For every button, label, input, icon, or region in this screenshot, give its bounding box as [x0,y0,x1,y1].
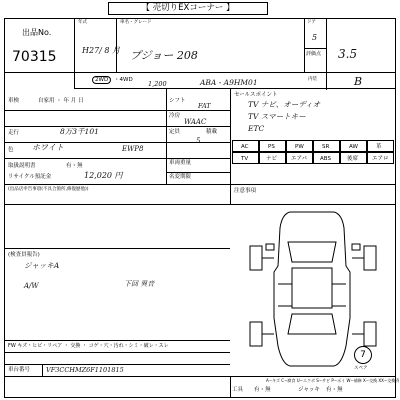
chassis-value: VF3CCHMZ6F1101815 [46,366,124,374]
weight-label: 車両重量 [169,160,192,166]
manual-value: 有・無 [66,163,83,169]
tools-value: 有・無 [254,387,271,393]
mirror-left [266,244,274,250]
exhibit-no-label: 出品No. [22,28,52,37]
drive-2wd: 2WD [92,76,111,84]
jack-value: 有・無 [326,387,343,393]
seats-label: 定員 [169,129,181,135]
manual-label: 取扱説明書 [8,163,36,169]
ac-value: WAAC [184,118,207,126]
tools-label: 工具 [232,387,244,393]
car-windshield [288,242,336,262]
equipment-grid [232,140,394,164]
model-value: ABA - A9HM01 [200,78,258,87]
seats-value: 5 [196,137,201,145]
disclosure-label: (出品店申告事項(不具合箇所,修復歴他)) [8,187,89,192]
chassis-label: 車台番号 [8,367,31,373]
wheel-rear-right [364,322,376,346]
displacement-value: 1,200 [148,80,167,88]
rating-value: 3.5 [338,47,358,61]
wheel-front-left [250,246,262,270]
color-code: EWP8 [122,145,144,153]
load-label: 積載 [206,129,218,135]
spare-stamp-label: スペア [354,366,368,371]
equip-sr: SR [322,144,330,150]
notes-label: 注意事項 [234,188,257,194]
door-label: ドア [307,20,316,25]
equip-aero: エアロ [372,156,389,162]
drive-4wd: ・4WD [114,77,133,83]
points-item-2: TV スマートキー [248,112,306,121]
damage-row: FW キズ・ヒビ・リペア ・ 交換 ・ コゲ・穴・汚れ・シミ・破レ・スレ [8,343,169,349]
car-grade-label: 車名・グレード [120,20,152,25]
car-roof [292,268,332,308]
equip-airbag: エアバ [291,156,308,162]
jack-label: ジャッキ [298,387,320,393]
ac-label: 冷房 [169,113,181,119]
name-change-label: 名変期限 [169,174,192,180]
spare-stamp: 7 [354,346,372,364]
wheel-rear-left [250,322,262,346]
points-item-1: TV ナビ、オーディオ [248,100,321,109]
color-value: ホワイト [32,143,64,152]
equip-pw: PW [295,144,304,150]
shift-value: FAT [198,102,211,110]
car-body-outline [274,212,350,366]
inspector-line-2: A/W [24,282,39,290]
door-value: 5 [312,33,318,42]
inspector-line-3: 下回 異音 [124,280,155,288]
interior-value: B [354,75,363,88]
equip-aw: AW [349,144,358,150]
year-label: 年式 [78,20,87,25]
equip-navi: ナビ [266,156,278,162]
equip-abs: ABS [320,156,331,162]
legend: A−キズ C−腐食 U−エクボ S−サビ P−ポイ W−補修 X−交換 XX−交換済 [266,378,400,383]
banner: 【 売切りEXコーナー 】 [108,2,268,15]
car-rear-window [288,314,336,334]
car-grade-value: プジョー 208 [130,49,198,62]
shift-label: シフト [169,98,186,104]
inspector-line-1: ジャッキA [24,261,60,270]
inspection-label: 車検 [8,98,20,104]
car-diagram [232,206,394,370]
mileage-label: 走行 [8,130,20,136]
equip-ac: AC [241,144,249,150]
mileage-value: 8万3千101 [60,127,99,136]
equip-tv: TV [241,156,249,162]
interior-label: 内装 [308,77,317,82]
rating-label: 評価点 [306,51,322,57]
year-value: H27/ 8 月 [82,46,121,55]
color-label: 色 [8,147,14,153]
equip-ps: PS [268,144,275,150]
equip-leather: 革 [376,144,382,150]
inspector-label: (検査員報告) [8,252,40,258]
mirror-right [352,244,360,250]
points-label: セールスポイント [234,92,278,98]
points-item-3: ETC [248,124,265,133]
recycle-value: 12,020 円 [84,171,123,180]
equip-rear-seat: 後席 [347,156,359,162]
inspection-value: 自家用 ・ 年 月 日 [38,98,84,104]
wheel-front-right [364,246,376,270]
recycle-label: リサイクル預託金 [8,174,52,180]
exhibit-no-value: 70315 [12,49,57,65]
